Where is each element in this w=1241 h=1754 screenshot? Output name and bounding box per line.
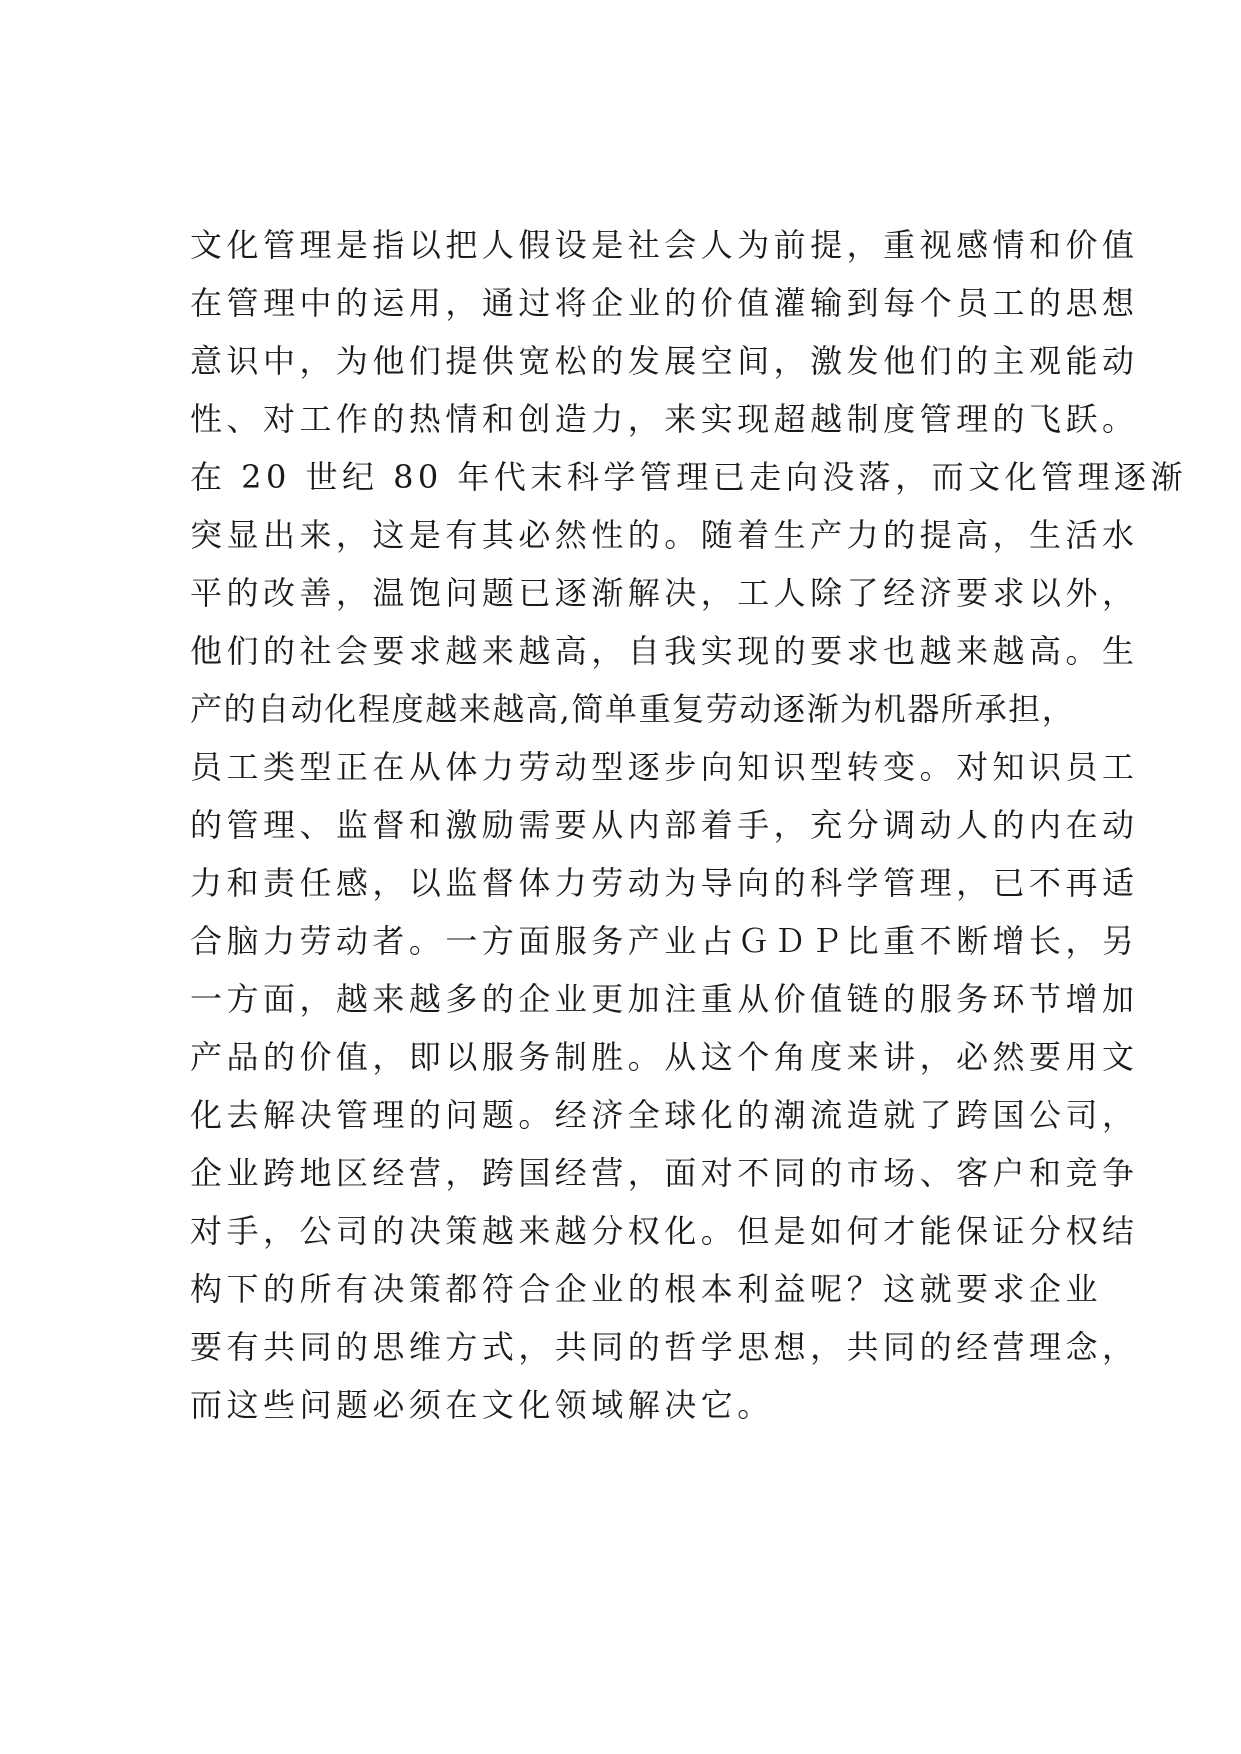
text-line: 员工类型正在从体力劳动型逐步向知识型转变。对知识员工 <box>190 748 1139 786</box>
text-line: 构下的所有决策都符合企业的根本利益呢？这就要求企业 <box>190 1270 1103 1308</box>
text-line: 产品的价值，即以服务制胜。从这个角度来讲，必然要用文 <box>190 1038 1139 1076</box>
text-line: 合脑力劳动者。一方面服务产业占ＧＤＰ比重不断增长，另 <box>190 922 1139 960</box>
text-line: 对手，公司的决策越来越分权化。但是如何才能保证分权结 <box>190 1212 1139 1250</box>
text-line: 性、对工作的热情和创造力，来实现超越制度管理的飞跃。 <box>190 400 1139 438</box>
text-line: 力和责任感，以监督体力劳动为导向的科学管理，已不再适 <box>190 864 1139 902</box>
text-line: 意识中，为他们提供宽松的发展空间，激发他们的主观能动 <box>190 342 1139 380</box>
text-line: 在管理中的运用，通过将企业的价值灌输到每个员工的思想 <box>190 284 1139 322</box>
text-line: 企业跨地区经营，跨国经营，面对不同的市场、客户和竞争 <box>190 1154 1139 1192</box>
text-line: 要有共同的思维方式，共同的哲学思想，共同的经营理念， <box>190 1328 1139 1366</box>
body-paragraph <box>190 216 1188 1434</box>
text-line: 化去解决管理的问题。经济全球化的潮流造就了跨国公司， <box>190 1096 1139 1134</box>
text-line: 平的改善，温饱问题已逐渐解决，工人除了经济要求以外， <box>190 574 1139 612</box>
text-line: 的管理、监督和激励需要从内部着手，充分调动人的内在动 <box>190 806 1139 844</box>
text-line: 一方面，越来越多的企业更加注重从价值链的服务环节增加 <box>190 980 1139 1018</box>
text-line: 突显出来，这是有其必然性的。随着生产力的提高，生活水 <box>190 516 1139 554</box>
text-line: 而这些问题必须在文化领域解决它。 <box>190 1386 774 1424</box>
text-line: 他们的社会要求越来越高，自我实现的要求也越来越高。生 <box>190 632 1139 670</box>
text-line: 文化管理是指以把人假设是社会人为前提，重视感情和价值 <box>190 226 1139 264</box>
text-line: 在 20 世纪 80 年代末科学管理已走向没落，而文化管理逐渐 <box>190 458 1188 496</box>
text-line: 产的自动化程度越来越高,简单重复劳动逐渐为机器所承担， <box>190 690 1076 728</box>
